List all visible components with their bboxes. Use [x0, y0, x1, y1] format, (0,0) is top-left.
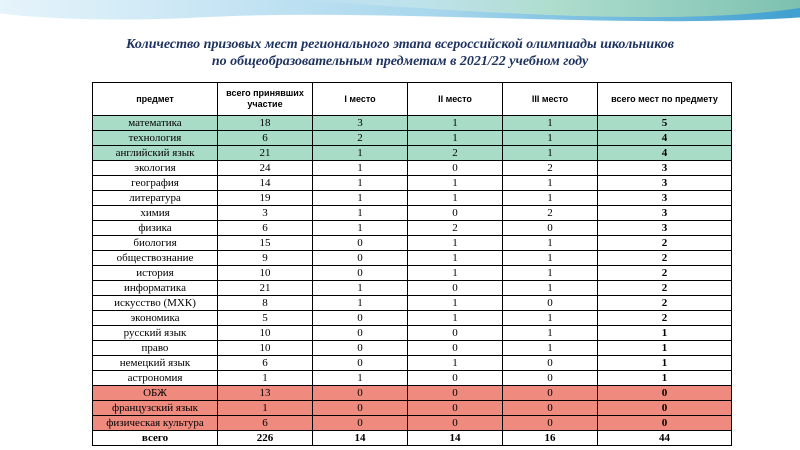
cell-participants: 21 [218, 281, 313, 296]
column-header-second-place: II место [408, 83, 503, 116]
cell-subject: французский язык [93, 401, 218, 416]
cell-participants: 21 [218, 146, 313, 161]
cell-third-place: 1 [503, 116, 598, 131]
cell-third-place: 0 [503, 296, 598, 311]
cell-subject: история [93, 266, 218, 281]
total-cell-third-place: 16 [503, 431, 598, 446]
table-row [93, 146, 732, 161]
cell-first-place: 0 [313, 236, 408, 251]
cell-third-place: 1 [503, 281, 598, 296]
table-row [93, 221, 732, 236]
cell-total-places: 4 [598, 131, 732, 146]
cell-first-place: 0 [313, 266, 408, 281]
cell-first-place: 0 [313, 341, 408, 356]
cell-third-place: 1 [503, 326, 598, 341]
cell-participants: 5 [218, 311, 313, 326]
table-row [93, 191, 732, 206]
table-row [93, 281, 732, 296]
page-title [0, 36, 800, 70]
cell-first-place: 1 [313, 146, 408, 161]
cell-third-place: 1 [503, 311, 598, 326]
title-line-2: по общеобразовательным предметам в 2021/22 учебном году [211, 54, 589, 69]
cell-participants: 6 [218, 416, 313, 431]
cell-participants: 15 [218, 236, 313, 251]
cell-third-place: 0 [503, 401, 598, 416]
table-row [93, 266, 732, 281]
cell-first-place: 1 [313, 161, 408, 176]
cell-second-place: 1 [408, 236, 503, 251]
cell-total-places: 3 [598, 206, 732, 221]
cell-participants: 8 [218, 296, 313, 311]
cell-subject: астрономия [93, 371, 218, 386]
cell-participants: 6 [218, 356, 313, 371]
cell-participants: 18 [218, 116, 313, 131]
cell-third-place: 1 [503, 341, 598, 356]
cell-total-places: 2 [598, 281, 732, 296]
cell-participants: 10 [218, 326, 313, 341]
cell-first-place: 0 [313, 326, 408, 341]
cell-participants: 9 [218, 251, 313, 266]
cell-subject: обществознание [93, 251, 218, 266]
cell-first-place: 3 [313, 116, 408, 131]
table-row [93, 341, 732, 356]
cell-participants: 1 [218, 401, 313, 416]
column-header-subject: предмет [93, 83, 218, 116]
cell-third-place: 1 [503, 176, 598, 191]
cell-participants: 24 [218, 161, 313, 176]
cell-second-place: 0 [408, 371, 503, 386]
cell-second-place: 1 [408, 176, 503, 191]
cell-total-places: 0 [598, 386, 732, 401]
cell-second-place: 1 [408, 131, 503, 146]
cell-third-place: 0 [503, 386, 598, 401]
cell-first-place: 1 [313, 221, 408, 236]
cell-second-place: 0 [408, 341, 503, 356]
cell-second-place: 1 [408, 296, 503, 311]
cell-total-places: 2 [598, 296, 732, 311]
cell-participants: 14 [218, 176, 313, 191]
cell-first-place: 1 [313, 176, 408, 191]
cell-total-places: 1 [598, 326, 732, 341]
total-cell-participants: 226 [218, 431, 313, 446]
cell-first-place: 1 [313, 206, 408, 221]
cell-second-place: 1 [408, 251, 503, 266]
cell-subject: химия [93, 206, 218, 221]
table-body [93, 116, 732, 446]
cell-participants: 10 [218, 266, 313, 281]
cell-second-place: 1 [408, 311, 503, 326]
table-row [93, 326, 732, 341]
cell-second-place: 1 [408, 266, 503, 281]
total-cell-first-place: 14 [313, 431, 408, 446]
cell-first-place: 1 [313, 371, 408, 386]
cell-participants: 10 [218, 341, 313, 356]
cell-second-place: 0 [408, 386, 503, 401]
cell-third-place: 0 [503, 356, 598, 371]
cell-third-place: 2 [503, 206, 598, 221]
cell-first-place: 0 [313, 251, 408, 266]
cell-third-place: 1 [503, 236, 598, 251]
cell-total-places: 1 [598, 356, 732, 371]
cell-third-place: 1 [503, 146, 598, 161]
cell-first-place: 1 [313, 191, 408, 206]
cell-total-places: 3 [598, 176, 732, 191]
cell-second-place: 0 [408, 326, 503, 341]
cell-second-place: 1 [408, 191, 503, 206]
cell-total-places: 3 [598, 221, 732, 236]
cell-third-place: 1 [503, 266, 598, 281]
cell-total-places: 2 [598, 236, 732, 251]
cell-third-place: 2 [503, 161, 598, 176]
cell-total-places: 1 [598, 371, 732, 386]
cell-total-places: 2 [598, 311, 732, 326]
total-cell-total-places: 44 [598, 431, 732, 446]
cell-subject: экономика [93, 311, 218, 326]
olympiad-results-table [92, 82, 732, 446]
decorative-header-waves [0, 0, 800, 40]
cell-subject: право [93, 341, 218, 356]
cell-third-place: 1 [503, 191, 598, 206]
total-cell-subject: всего [93, 431, 218, 446]
cell-second-place: 0 [408, 206, 503, 221]
table-row [93, 236, 732, 251]
cell-second-place: 1 [408, 356, 503, 371]
table-row [93, 311, 732, 326]
cell-second-place: 0 [408, 161, 503, 176]
cell-participants: 6 [218, 221, 313, 236]
table-row [93, 356, 732, 371]
cell-third-place: 0 [503, 221, 598, 236]
cell-total-places: 2 [598, 251, 732, 266]
cell-participants: 1 [218, 371, 313, 386]
cell-first-place: 0 [313, 401, 408, 416]
table-row [93, 116, 732, 131]
cell-second-place: 0 [408, 416, 503, 431]
cell-total-places: 3 [598, 191, 732, 206]
table-row [93, 131, 732, 146]
cell-third-place: 0 [503, 371, 598, 386]
cell-total-places: 0 [598, 416, 732, 431]
cell-subject: география [93, 176, 218, 191]
cell-first-place: 1 [313, 296, 408, 311]
cell-second-place: 0 [408, 401, 503, 416]
cell-total-places: 3 [598, 161, 732, 176]
table-row [93, 401, 732, 416]
cell-subject: информатика [93, 281, 218, 296]
title-line-1: Количество призовых мест регионального этапа всероссийской олимпиады школьников [125, 37, 675, 52]
cell-subject: экология [93, 161, 218, 176]
cell-subject: русский язык [93, 326, 218, 341]
cell-second-place: 2 [408, 221, 503, 236]
cell-subject: технология [93, 131, 218, 146]
cell-participants: 3 [218, 206, 313, 221]
cell-third-place: 1 [503, 131, 598, 146]
cell-second-place: 2 [408, 146, 503, 161]
table-row [93, 296, 732, 311]
cell-total-places: 5 [598, 116, 732, 131]
cell-subject: английский язык [93, 146, 218, 161]
cell-participants: 6 [218, 131, 313, 146]
totals-row [93, 431, 732, 446]
cell-subject: немецкий язык [93, 356, 218, 371]
table-row [93, 176, 732, 191]
column-header-third-place: III место [503, 83, 598, 116]
cell-subject: искусство (МХК) [93, 296, 218, 311]
table-row [93, 416, 732, 431]
cell-subject: биология [93, 236, 218, 251]
table-row [93, 161, 732, 176]
cell-participants: 19 [218, 191, 313, 206]
table-row [93, 206, 732, 221]
cell-first-place: 2 [313, 131, 408, 146]
cell-total-places: 2 [598, 266, 732, 281]
cell-subject: математика [93, 116, 218, 131]
cell-second-place: 0 [408, 281, 503, 296]
table-header-row [93, 83, 732, 116]
cell-first-place: 0 [313, 416, 408, 431]
cell-second-place: 1 [408, 116, 503, 131]
cell-participants: 13 [218, 386, 313, 401]
cell-first-place: 0 [313, 311, 408, 326]
cell-third-place: 0 [503, 416, 598, 431]
cell-total-places: 4 [598, 146, 732, 161]
column-header-total-places: всего мест по предмету [598, 83, 732, 116]
cell-first-place: 0 [313, 386, 408, 401]
table-row [93, 251, 732, 266]
cell-subject: литература [93, 191, 218, 206]
cell-subject: физическая культура [93, 416, 218, 431]
column-header-first-place: I место [313, 83, 408, 116]
table-row [93, 386, 732, 401]
table-row [93, 371, 732, 386]
cell-first-place: 0 [313, 356, 408, 371]
cell-total-places: 1 [598, 341, 732, 356]
cell-third-place: 1 [503, 251, 598, 266]
cell-subject: физика [93, 221, 218, 236]
cell-first-place: 1 [313, 281, 408, 296]
total-cell-second-place: 14 [408, 431, 503, 446]
cell-subject: ОБЖ [93, 386, 218, 401]
cell-total-places: 0 [598, 401, 732, 416]
column-header-participants: всего принявших участие [218, 83, 313, 116]
